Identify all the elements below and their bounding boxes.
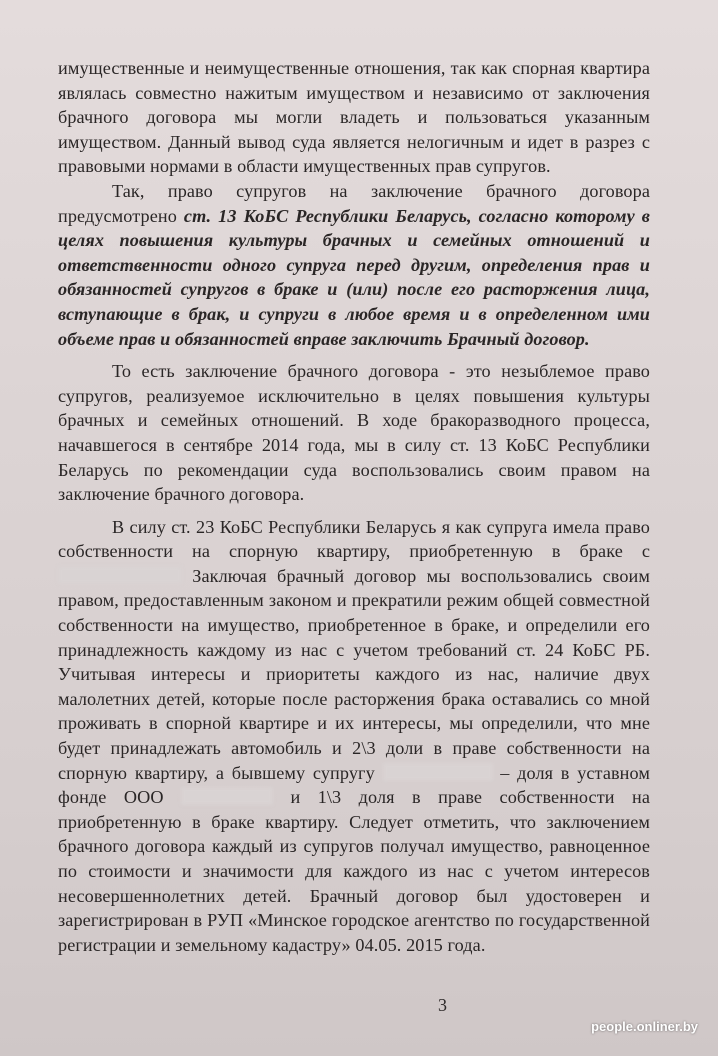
paragraph-2 [58,179,650,351]
paragraph-4-part-b: Заключая брачный договор мы воспользовались своим правом, предоставленным законом и прекратили режим общей совместной собственности на имущество, приобретенное в браке, и определили его принадлежность каждому из нас с учетом требований ст. 24 КоБС РБ. Учитывая интересы и приоритеты каждого из нас, наличие двух малолетних детей, которые после расторжения брака оставались со мной проживать в спорной квартире и их интересы, мы определили, что мне будет принадлежать автомобиль и 2\3 доли в праве собственности на спорную квартиру, а бывшему супругу [58,565,650,783]
paragraph-4 [58,515,650,958]
paragraph-4-part-d: и 1\3 доля в праве собственности на приобретенную в браке квартиру. Следует отметить, что заключением брачного договора каждый из супругов получал имущество, равноценное по стоимости и значимости для каждого из нас с учетом интересов несовершеннолетних детей. Брачный договор был удостоверен и зарегистрирован в РУП «Минское городское агентство по государственной регистрации и земельному кадастру» 04.05. 2015 года. [58,787,651,955]
document-body [58,56,650,957]
redacted-name [58,566,182,584]
paragraph-4-part-c: – доля в уставном фонде ООО [58,762,650,808]
paragraph-1: имущественные и неимущественные отношения, так как спорная квартира являлась совместно нажитым имуществом и независимо от заключения брачного договора мы могли владеть и пользоваться указанным имуществом. Данный вывод суда является нелогичным и идет в разрез с правовыми нормами в области имущественных прав супругов. [58,58,650,177]
page-number: 3 [438,995,447,1015]
paragraph-4-part-a: В силу ст. 23 КоБС Республики Беларусь я как супруга имела право собственности на спорную квартиру, приобретенную в браке с [58,516,650,562]
law-quote: ст. 13 КоБС Республики Беларусь, согласно которому в целях повышения культуры брачных и семейных отношений и ответственности одного супруга перед другим, определения прав и обязанностей супругов в браке и (или) после его расторжения лица, вступающие в брак, и супруги в любое время и в определенном ими объеме прав и обязанностей вправе заключить Брачный договор. [58,205,650,349]
paragraph-3: То есть заключение брачного договора - это незыблемое право супругов, реализуемое исключительно в целях повышения культуры брачных и семейных отношений. В ходе бракоразводного процесса, начавшегося в сентябре 2014 года, мы в силу ст. 13 КоБС Республики Беларусь по рекомендации суда воспользовались своим правом на заключение брачного договора. [58,361,650,505]
paragraph-2-text: Так, право супругов на заключение брачного договора предусмотрено [58,180,650,226]
redacted-company [181,787,273,805]
redacted-name [383,763,493,781]
watermark: people.onliner.by [591,1019,698,1034]
